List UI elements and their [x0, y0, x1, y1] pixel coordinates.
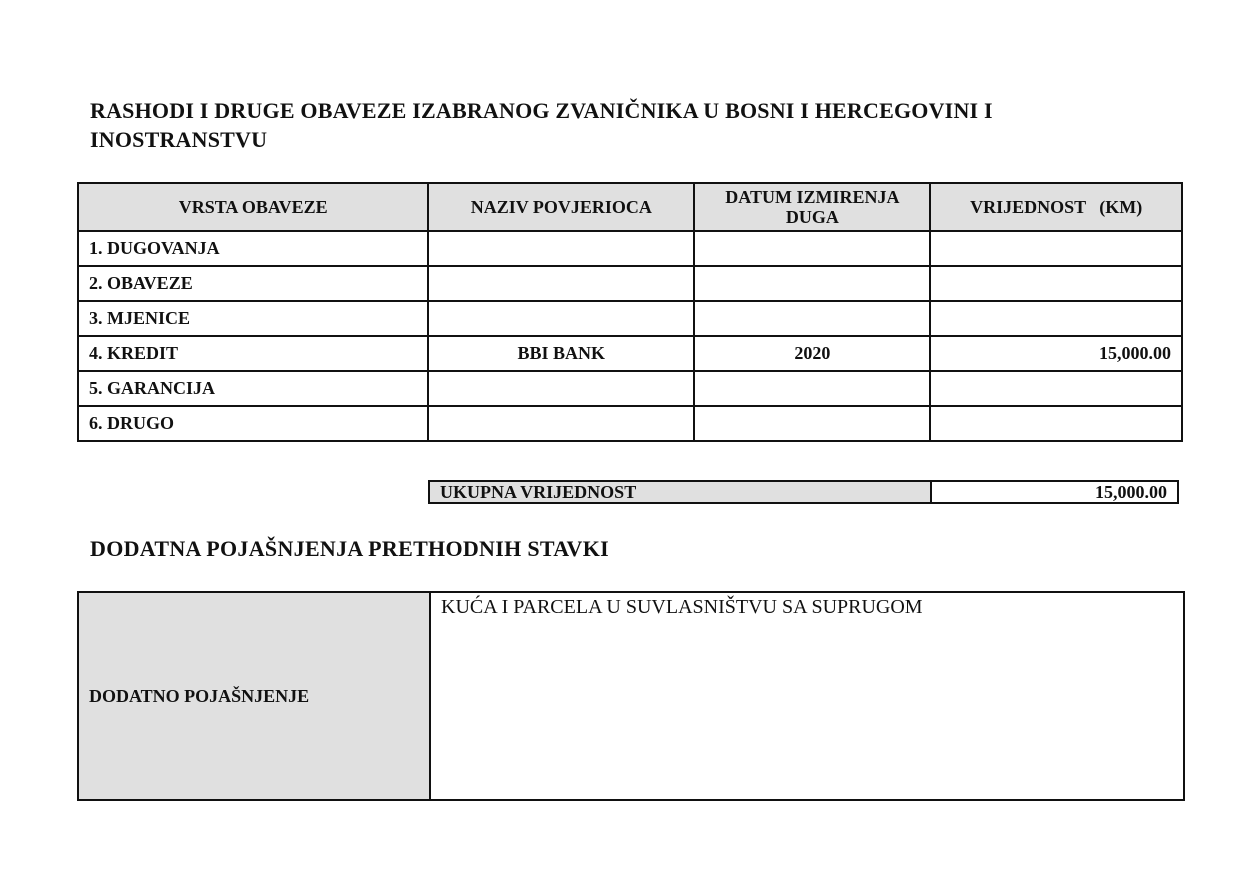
table-row: [78, 266, 1182, 301]
cell-value: [930, 406, 1182, 441]
header-type: VRSTA OBAVEZE: [78, 183, 428, 231]
total-label: UKUPNA VRIJEDNOST: [429, 481, 931, 503]
cell-creditor: [428, 301, 694, 336]
cell-type: 1. DUGOVANJA: [78, 231, 428, 266]
cell-date: [694, 231, 930, 266]
cell-date: [694, 406, 930, 441]
note-label: DODATNO POJAŠNJENJE: [78, 592, 430, 800]
cell-type: 5. GARANCIJA: [78, 371, 428, 406]
cell-value: [930, 301, 1182, 336]
cell-value: [930, 231, 1182, 266]
cell-creditor: [428, 266, 694, 301]
cell-value: [930, 371, 1182, 406]
page-title: RASHODI I DRUGE OBAVEZE IZABRANOG ZVANIČNIKA U BOSNI I HERCEGOVINI I INOSTRANSTVU: [90, 98, 993, 152]
table-header-row: [78, 183, 1182, 231]
table-row: [78, 336, 1182, 371]
cell-value: [930, 266, 1182, 301]
cell-creditor: [428, 231, 694, 266]
cell-date: 2020: [694, 336, 930, 371]
table-row: [78, 371, 1182, 406]
cell-creditor: BBI BANK: [428, 336, 694, 371]
note-text: KUĆA I PARCELA U SUVLASNIŠTVU SA SUPRUGOM: [430, 592, 1184, 800]
cell-type: 2. OBAVEZE: [78, 266, 428, 301]
cell-type: 4. KREDIT: [78, 336, 428, 371]
obligations-table: [77, 182, 1183, 442]
header-date: DATUM IZMIRENJA DUGA: [694, 183, 930, 231]
note-table: [77, 591, 1185, 801]
cell-value: 15,000.00: [930, 336, 1182, 371]
header-creditor: NAZIV POVJERIOCA: [428, 183, 694, 231]
cell-creditor: [428, 371, 694, 406]
cell-creditor: [428, 406, 694, 441]
section-subtitle: DODATNA POJAŠNJENJA PRETHODNIH STAVKI: [90, 536, 610, 561]
total-value: 15,000.00: [931, 481, 1178, 503]
table-row: [78, 406, 1182, 441]
table-row: [78, 301, 1182, 336]
note-row: [78, 592, 1184, 800]
cell-type: 3. MJENICE: [78, 301, 428, 336]
cell-date: [694, 301, 930, 336]
cell-date: [694, 371, 930, 406]
cell-date: [694, 266, 930, 301]
total-row: [429, 481, 1178, 503]
header-value: VRIJEDNOST (KM): [930, 183, 1182, 231]
total-table: [428, 480, 1179, 504]
cell-type: 6. DRUGO: [78, 406, 428, 441]
table-row: [78, 231, 1182, 266]
